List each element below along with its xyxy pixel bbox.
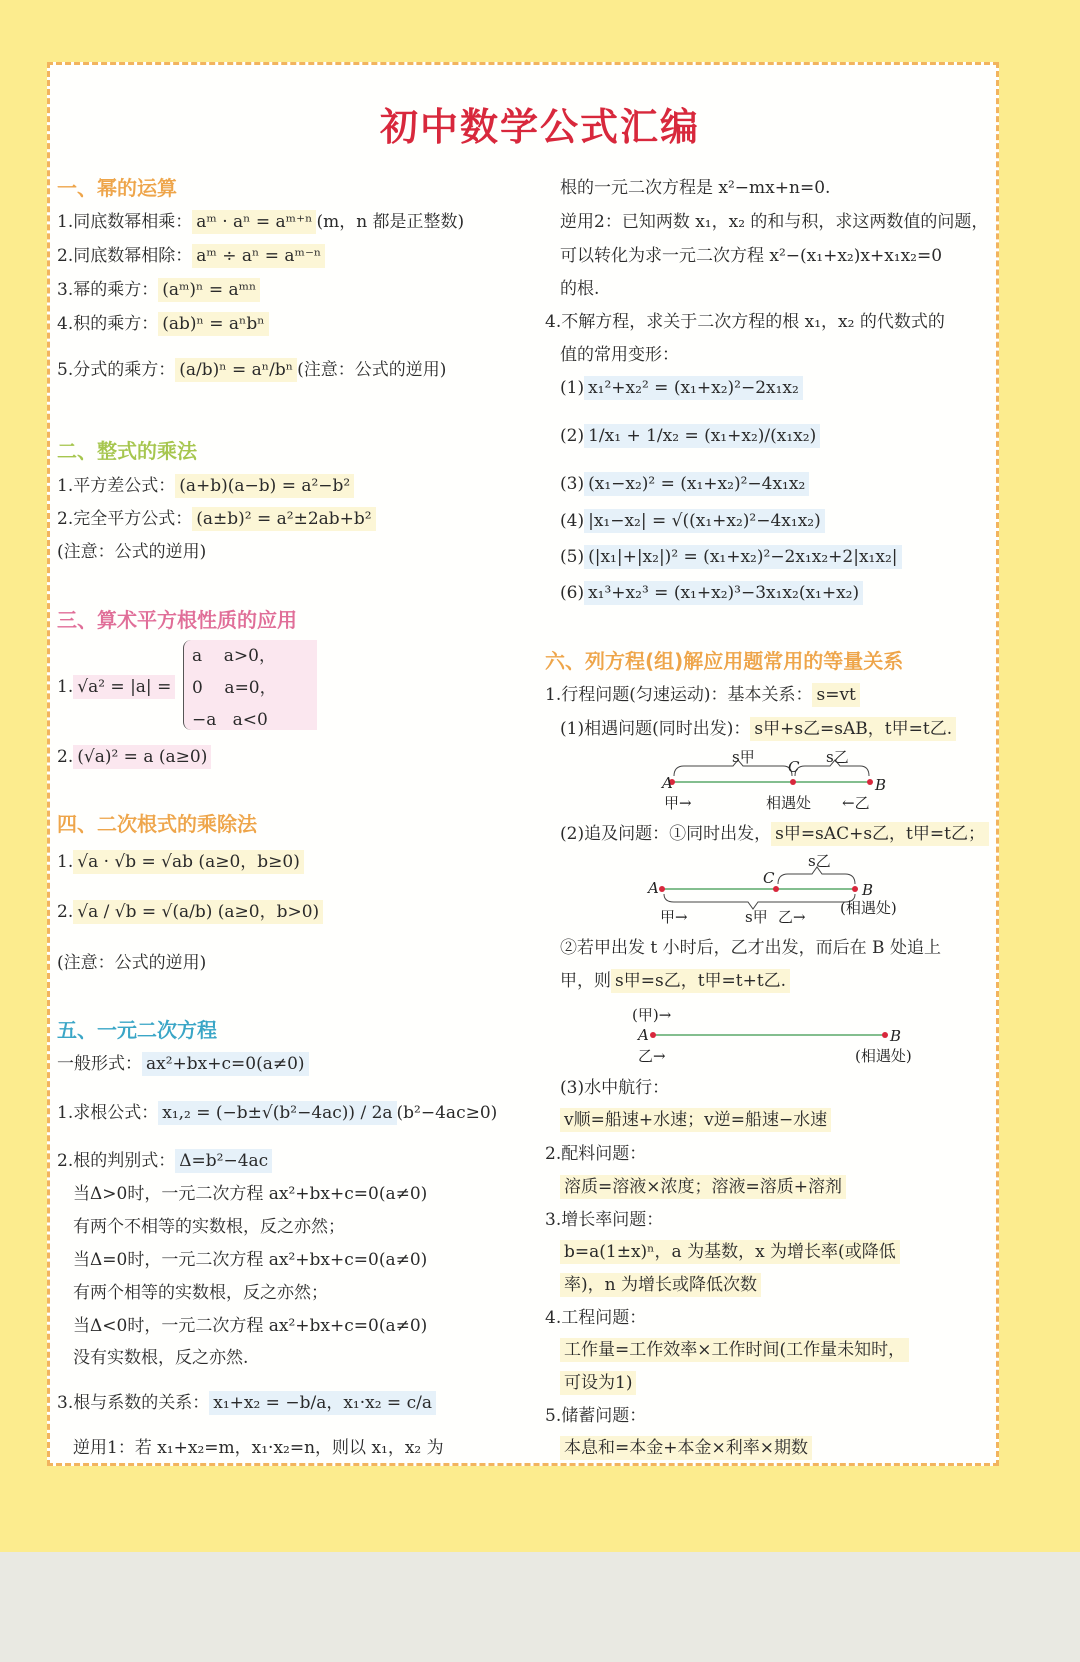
line-label: 3.幂的乘方：	[57, 280, 159, 300]
formula: v顺=船速+水速；v逆=船速−水速	[560, 1108, 831, 1132]
point-c	[790, 779, 796, 785]
formula: 溶质=溶液×浓度；溶液=溶质+溶剂	[560, 1175, 846, 1199]
formula: (ab)ⁿ = aⁿbⁿ	[158, 312, 268, 336]
line-label: 3.增长率问题：	[545, 1210, 664, 1230]
formula: (√a)² = a (a≥0)	[73, 745, 211, 769]
line-label: (2)	[560, 426, 585, 446]
line-label: 1.行程问题(匀速运动)：基本关系：	[545, 685, 813, 705]
line-label: 1.	[57, 852, 74, 872]
formula: |x₁−x₂| = √((x₁+x₂)²−4x₁x₂)	[584, 509, 825, 533]
formula: x₁³+x₂³ = (x₁+x₂)³−3x₁x₂(x₁+x₂)	[584, 581, 863, 605]
line-label: 2.完全平方公式：	[57, 509, 193, 529]
formula: x₁,₂ = (−b±√(b²−4ac)) / 2a	[158, 1101, 396, 1125]
line-label: (2)追及问题：①同时出发，	[560, 824, 772, 844]
label-jia: 甲→	[660, 908, 688, 926]
line-label: (3)	[560, 474, 585, 494]
formula: s=vt	[812, 683, 859, 707]
section-heading: 六、列方程(组)解应用题常用的等量关系	[545, 649, 904, 673]
label-b: B	[862, 881, 874, 899]
formula: (a/b)ⁿ = aⁿ/bⁿ	[175, 358, 297, 382]
formula: (|x₁|+|x₂|)² = (x₁+x₂)²−2x₁x₂+2|x₁x₂|	[584, 545, 901, 569]
line-label: 5.分式的乘方：	[57, 360, 176, 380]
line-label: 2.	[57, 902, 74, 922]
section-heading: 四、二次根式的乘除法	[57, 812, 257, 836]
label-jia: (甲)→	[632, 1006, 672, 1024]
label-a: A	[662, 774, 673, 792]
label-a: A	[648, 879, 659, 897]
line-note: (注意：公式的逆用)	[297, 360, 447, 380]
line-label: 3.根与系数的关系：	[57, 1393, 210, 1413]
line-label: 有两个相等的实数根，反之亦然；	[73, 1283, 328, 1303]
formula: s甲+s乙=sAB，t甲=t乙.	[750, 717, 956, 741]
page-title: 初中数学公式汇编	[379, 105, 700, 149]
line-label: (注意：公式的逆用)	[57, 953, 207, 973]
formula: x₁+x₂ = −b/a，x₁·x₂ = c/a	[209, 1391, 436, 1415]
label-c: C	[763, 869, 775, 887]
label-meet: (相遇处)	[855, 1047, 912, 1065]
section-heading: 一、幂的运算	[57, 176, 177, 200]
point-b	[852, 886, 858, 892]
label-s-yi: s乙	[808, 852, 831, 870]
line-label: (3)水中航行：	[560, 1078, 670, 1098]
label-s-jia: s甲	[732, 748, 755, 766]
formula: (x₁−x₂)² = (x₁+x₂)²−4x₁x₂	[584, 472, 809, 496]
line-label: 4.工程问题：	[545, 1308, 647, 1328]
formula: 本息和=本金+本金×利率×期数	[560, 1436, 812, 1460]
formula: 1/x₁ + 1/x₂ = (x₁+x₂)/(x₁x₂)	[584, 424, 820, 448]
section-heading: 五、一元二次方程	[57, 1018, 217, 1042]
line-label: 当Δ=0时，一元二次方程 ax²+bx+c=0(a≠0)	[73, 1250, 428, 1270]
case-row: 0 a=0，	[192, 678, 277, 698]
line-label: 可以转化为求一元二次方程 x²−(x₁+x₂)x+x₁x₂=0	[560, 246, 943, 266]
formula: s甲=sAC+s乙，t甲=t乙；	[771, 822, 989, 846]
line-label: (1)	[560, 378, 585, 398]
line-label: 2.	[57, 747, 74, 767]
line-label: 4.积的乘方：	[57, 314, 159, 334]
brace-s-jia	[664, 894, 855, 909]
formula: aᵐ · aⁿ = aᵐ⁺ⁿ	[192, 210, 316, 234]
label-c: C	[788, 758, 800, 776]
formula: (aᵐ)ⁿ = aᵐⁿ	[158, 278, 260, 302]
formula: aᵐ ÷ aⁿ = aᵐ⁻ⁿ	[192, 244, 325, 268]
case-row: a a>0，	[192, 646, 276, 666]
line-label: (4)	[560, 511, 585, 531]
line-label: (6)	[560, 583, 585, 603]
line-label: 当Δ>0时，一元二次方程 ax²+bx+c=0(a≠0)	[73, 1184, 428, 1204]
formula: (a±b)² = a²±2ab+b²	[192, 507, 375, 531]
formula: 工作量=工作效率×工作时间(工作量未知时，	[560, 1338, 909, 1362]
line-note: (m，n 都是正整数)	[316, 212, 465, 232]
line-label: 2.配料问题：	[545, 1144, 647, 1164]
line-label: (1)相遇问题(同时出发)：	[560, 719, 751, 739]
point-b	[882, 1032, 888, 1038]
formula: s甲=s乙，t甲=t+t乙.	[611, 969, 790, 993]
label-yi: ←乙	[842, 794, 870, 812]
line-label: ②若甲出发 t 小时后，乙才出发，而后在 B 处追上	[560, 938, 941, 958]
formula: Δ=b²−4ac	[175, 1149, 272, 1173]
label-a: A	[638, 1026, 649, 1044]
line-label: 2.根的判别式：	[57, 1151, 176, 1171]
point-a	[650, 1032, 656, 1038]
formula: ax²+bx+c=0(a≠0)	[142, 1052, 309, 1076]
chase-diagram	[646, 852, 897, 926]
line-label: 甲，则	[560, 971, 611, 991]
line-label: 1.同底数幂相乘：	[57, 212, 193, 232]
line-label: (注意：公式的逆用)	[57, 542, 207, 562]
line-label: 2.同底数幂相除：	[57, 246, 193, 266]
case-row: −a a<0	[192, 710, 268, 730]
line-label: 4.不解方程，求关于二次方程的根 x₁，x₂ 的代数式的	[545, 312, 945, 332]
line-label: 一般形式：	[57, 1054, 142, 1074]
line-label: 逆用1：若 x₁+x₂=m，x₁·x₂=n，则以 x₁，x₂ 为	[73, 1438, 444, 1458]
section-heading: 二、整式的乘法	[57, 439, 197, 463]
formula: 可设为1)	[560, 1371, 636, 1395]
label-b: B	[875, 776, 887, 794]
delayed-chase-diagram	[632, 1006, 912, 1065]
line-label: (5)	[560, 547, 585, 567]
point-b	[867, 779, 873, 785]
formula: √a · √b = √ab (a≥0，b≥0)	[73, 850, 304, 874]
label-yi: 乙→	[778, 908, 806, 926]
line-label: 1.求根公式：	[57, 1103, 159, 1123]
line-label: 根的一元二次方程是 x²−mx+n=0.	[560, 178, 831, 198]
label-s-yi: s乙	[826, 748, 849, 766]
line-label: 1.	[57, 677, 74, 697]
line-label: 有两个不相等的实数根，反之亦然；	[73, 1217, 345, 1237]
formula: 率)，n 为增长或降低次数	[560, 1273, 761, 1297]
line-label: 逆用2：已知两数 x₁，x₂ 的和与积，求这两数值的问题，	[560, 212, 989, 232]
line-label: 值的常用变形：	[560, 345, 679, 365]
formula: √a / √b = √(a/b) (a≥0，b>0)	[73, 900, 323, 924]
label-jia: 甲→	[664, 794, 692, 812]
line-label: 的根.	[560, 279, 600, 299]
formula: (a+b)(a−b) = a²−b²	[175, 474, 354, 498]
label-yi: 乙→	[638, 1047, 666, 1065]
line-label: 当Δ<0时，一元二次方程 ax²+bx+c=0(a≠0)	[73, 1316, 428, 1336]
label-b: B	[890, 1027, 902, 1045]
line-label: 1.平方差公式：	[57, 476, 176, 496]
formula: √a² = |a| =	[73, 675, 175, 699]
label-meet: 相遇处	[766, 794, 812, 812]
formula: x₁²+x₂² = (x₁+x₂)²−2x₁x₂	[584, 376, 803, 400]
label-s-jia: s甲	[745, 908, 768, 926]
line-label: 没有实数根，反之亦然.	[73, 1348, 249, 1368]
point-a	[659, 886, 665, 892]
formula: b=a(1±x)ⁿ，a 为基数，x 为增长率(或降低	[560, 1240, 900, 1264]
line-note: (b²−4ac≥0)	[396, 1103, 498, 1123]
section-heading: 三、算术平方根性质的应用	[57, 608, 297, 632]
meeting-diagram	[660, 748, 886, 812]
line-label: 5.储蓄问题：	[545, 1406, 647, 1426]
label-meet: (相遇处)	[840, 899, 897, 917]
